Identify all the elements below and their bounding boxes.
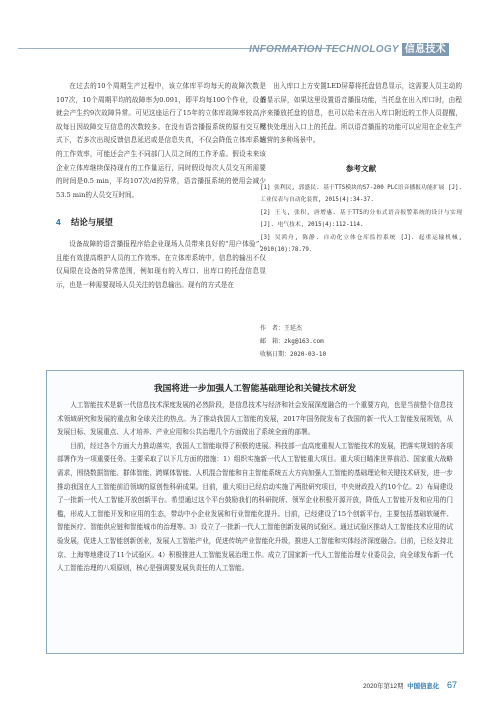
- body-paragraph: 在过去的10个周期生产过程中，该立体库平均每天的故障次数是107次，10个周期平均的故障率为0.091，即平均每100个作业，设备就会产生约9次故障异常。可见这座运行了15年的立体库故障率较高，故每日因故障交互信息的次数较多。在没有语音播报系统的原有交互模式下，若多次出现反馈信息延迟或是信息失真，不仅会降低立体库系统的工作效率，可能还会产生不同部门人员之间的工作矛盾。假设未来该企业立体库继续保持现有的工作量运行，同时假设每次人员交互所需要的时间是0.5 min，平均107次/d的异常，语音播报系统的使用会减少53.5 min的人员交互时间。: [56, 82, 266, 199]
- magazine-name: 中国信息化: [407, 683, 440, 690]
- body-paragraph: 设备故障的语音播报程序给企业现场人员带来良好的“用户体验”，且能有效提高维护人员的工作效率。在立体库系统中，信息的输出不仅仅局限在设备的异常范围，例如现有的入库口、出库口的托盘信息显示，也是一种需要现场人员关注的信息输出。现有的方式是在: [56, 239, 266, 289]
- references-heading: 参考文献: [345, 163, 377, 173]
- author-line: 作 者：王延杰: [260, 325, 303, 332]
- journal-section-cn: 信息技术: [402, 43, 449, 56]
- left-column: [56, 80, 266, 292]
- email-line: 邮 箱：zkg@163.com: [260, 338, 324, 345]
- journal-section-en: INFORMATION TECHNOLOGY: [249, 44, 399, 55]
- section-title: 结论与展望: [71, 217, 113, 228]
- news-box-title: 我国将进一步加强人工智能基础理论和关键技术研发: [153, 383, 357, 393]
- news-paragraph: 目前，经过各个方面大力推动落实，我国人工智能取得了积极的进展。科技部一直高度重视人工智能技术的发展，把落实规划的各项部署作为一项重要任务。主要采取了以下几方面的措施：1）组织实施新一代人工智能重大项目。重大项目瞄准世界前沿、国家重大战略需求，围绕数据智能、群体智能、跨媒体智能、人机混合智能和自主智能系统五大方向加强人工智能的基础理论和关键技术研发，进一步推动我国在人工智能前沿领域的原创性科研成果。目前，重大项目已经启动实施了两批研究项目，中央财政投入约10个亿。2）布局建设了一批新一代人工智能开放创新平台。希望通过这个平台鼓励我们的科研院所、领军企业积极开源开放，降低人工智能开发和应用的门槛，形成人工智能开发和应用的生态，带动中小企业发展和行业智能化提升。目前，已经建设了15个创新平台，主要包括基础软硬件、智能医疗、智能供应链和智能城市的治理等。3）设立了一批新一代人工智能创新发展的试验区。通过试验区推动人工智能技术应用的试验发展，促进人工智能创新创业，发展人工智能产业，促进传统产业智能化升级，推进人工智能和实体经济深度融合。目前，已经支持北京、上海等地建设了11个试验区。4）积极推进人工智能发展治理工作。成立了国家新一代人工智能治理专业委员会，向全球发布新一代人工智能治理的八项原则，核心是强调要发展负责任的人工智能。: [57, 441, 453, 573]
- body-paragraph: 出入库口上方安置LED屏幕将托盘信息显示，这需要人员主动的看显示屏，如果这里设置语音播报功能，当托盘在出入库口时，由程序来播放托盘的信息，也可以给未在出入库口附近的工作人员提醒，尽快处理出入口上的托盘。所以语音播报的功能可以应用在企业生产运营的多种场景中。: [260, 82, 462, 145]
- journal-section-label: [249, 40, 449, 55]
- right-column: [260, 80, 462, 257]
- news-paragraph: 人工智能技术是新一代信息技术深度发展的必然阶段，是信息技术与经济和社会发展深度融合的一个重要方向，也是当前整个信息技术领域研究和发展的重点和全球关注的热点。为了推动我国人工智能的发展，2017年国务院发布了我国的新一代人工智能发展规划，从发展目标、发展重点、人才培养、产业应用和公共治理几个方面做出了系统全面的部署。: [57, 401, 453, 437]
- news-box: [46, 370, 464, 654]
- issue-label: 2020年第12期: [362, 683, 404, 690]
- page-number: 67: [446, 680, 457, 690]
- reference-item: [1] 张利民, 郭盛民. 基于TTS模块的S7-200 PLC语音播报功能扩展 [J]. 工业仪表与自动化装置, 2015(4):34-37.: [260, 184, 462, 204]
- page-footer: [363, 680, 457, 690]
- running-header: [0, 38, 499, 58]
- section-heading: [56, 216, 266, 230]
- article-meta: [260, 322, 460, 361]
- section-number: 4: [56, 217, 61, 228]
- news-box-body: [57, 399, 453, 576]
- reference-item: [2] 王飞, 张积, 唐增惠. 基于TTS的分布式语音报警系统的设计与实现 [J]. 电气技术, 2015(4):112-114.: [260, 209, 462, 229]
- received-date-line: 收稿日期：2020-03-10: [260, 351, 327, 358]
- reference-item: [3] 吴鸿舟, 陈静. 自动化立体仓库监控系统 [J]. 起重运输机械, 2010(10):78.79.: [260, 234, 462, 254]
